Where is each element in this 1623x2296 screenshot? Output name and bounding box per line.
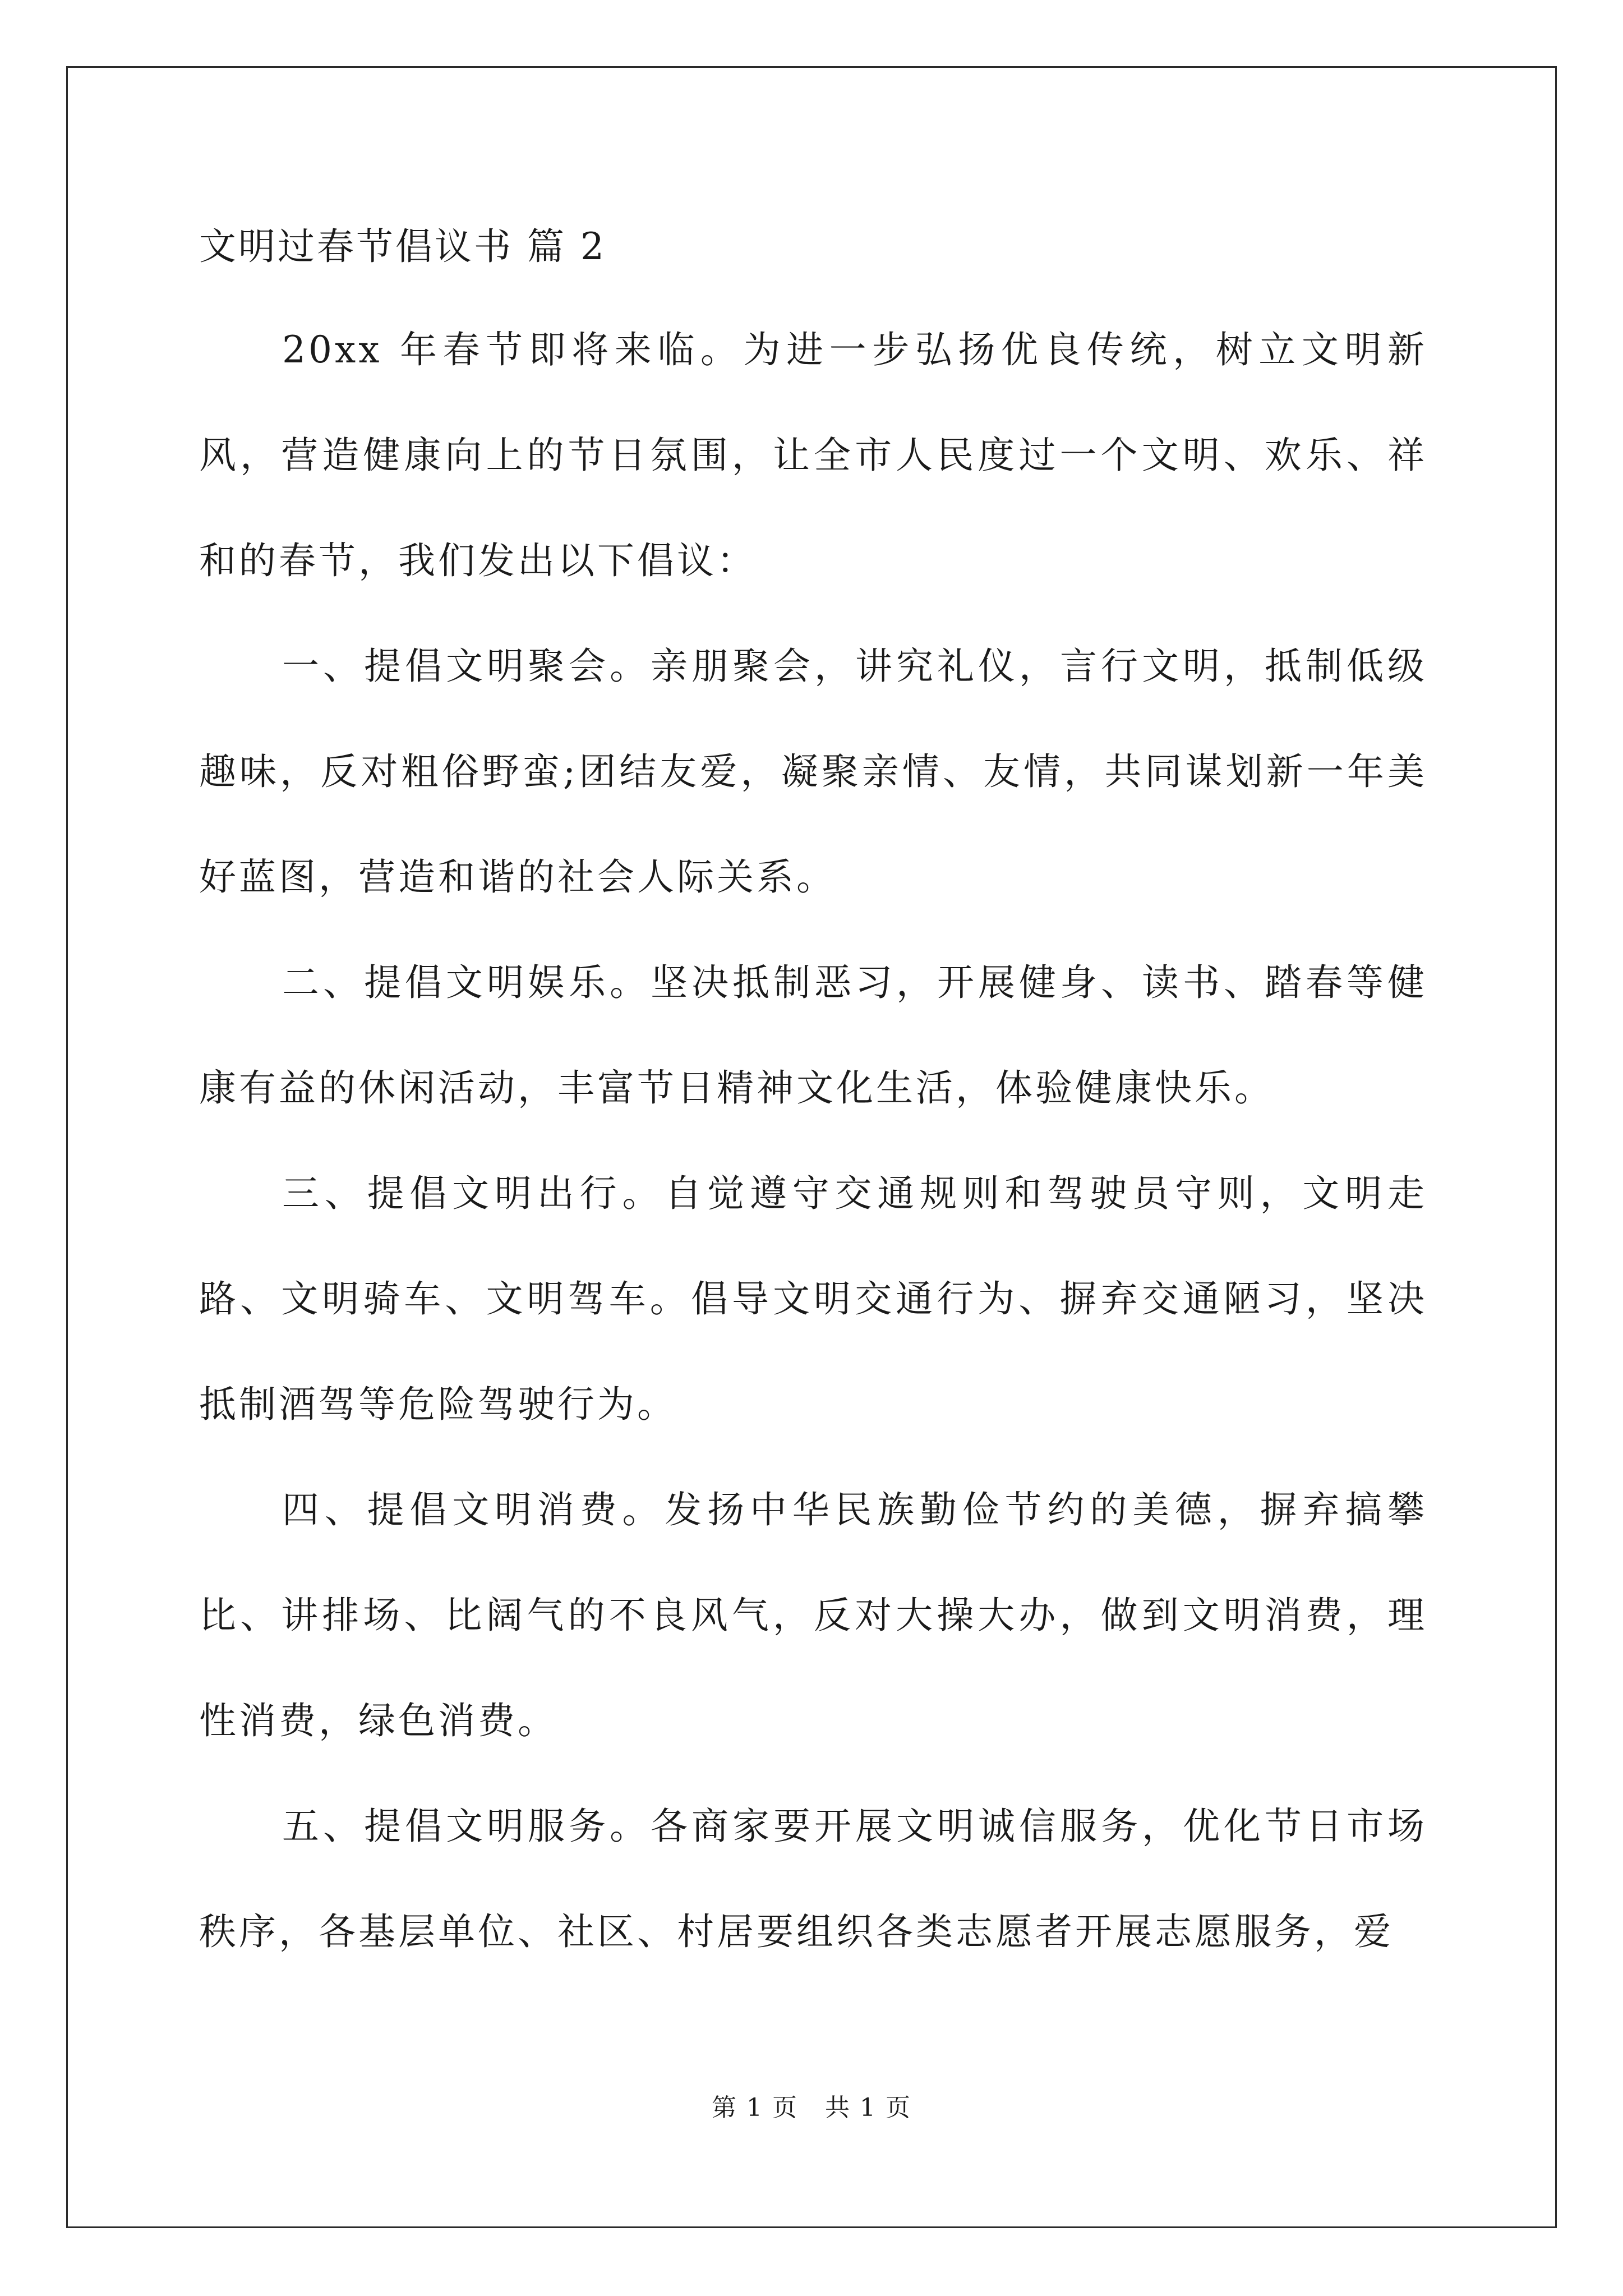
document-title: 文明过春节倡议书 篇 2: [199, 225, 606, 268]
paragraph-entertainment: 二、提倡文明娱乐。坚决抵制恶习，开展健身、读书、踏春等健康有益的休闲活动，丰富节日精神文化生活，体验健康快乐。: [199, 961, 1427, 1110]
paragraph-service: 五、提倡文明服务。各商家要开展文明诚信服务，优化节日市场秩序，各基层单位、社区、村居要组织各类志愿者开展志愿服务，爱: [199, 1805, 1427, 1953]
paragraph-intro: 20xx 年春节即将来临。为进一步弘扬优良传统，树立文明新风，营造健康向上的节日氛围，让全市人民度过一个文明、欢乐、祥和的春节，我们发出以下倡议：: [199, 328, 1427, 582]
paragraph-travel: 三、提倡文明出行。自觉遵守交通规则和驾驶员守则，文明走路、文明骑车、文明驾车。倡导文明交通行为、摒弃交通陋习，坚决抵制酒驾等危险驾驶行为。: [199, 1172, 1427, 1426]
paragraph-consumption: 四、提倡文明消费。发扬中华民族勤俭节约的美德，摒弃搞攀比、讲排场、比阔气的不良风气，反对大操大办，做到文明消费，理性消费，绿色消费。: [199, 1488, 1427, 1742]
paragraph-gathering: 一、提倡文明聚会。亲朋聚会，讲究礼仪，言行文明，抵制低级趣味，反对粗俗野蛮;团结友爱，凝聚亲情、友情，共同谋划新一年美好蓝图，营造和谐的社会人际关系。: [199, 645, 1427, 899]
page-number-footer: 第 1 页 共 1 页: [712, 2093, 911, 2122]
